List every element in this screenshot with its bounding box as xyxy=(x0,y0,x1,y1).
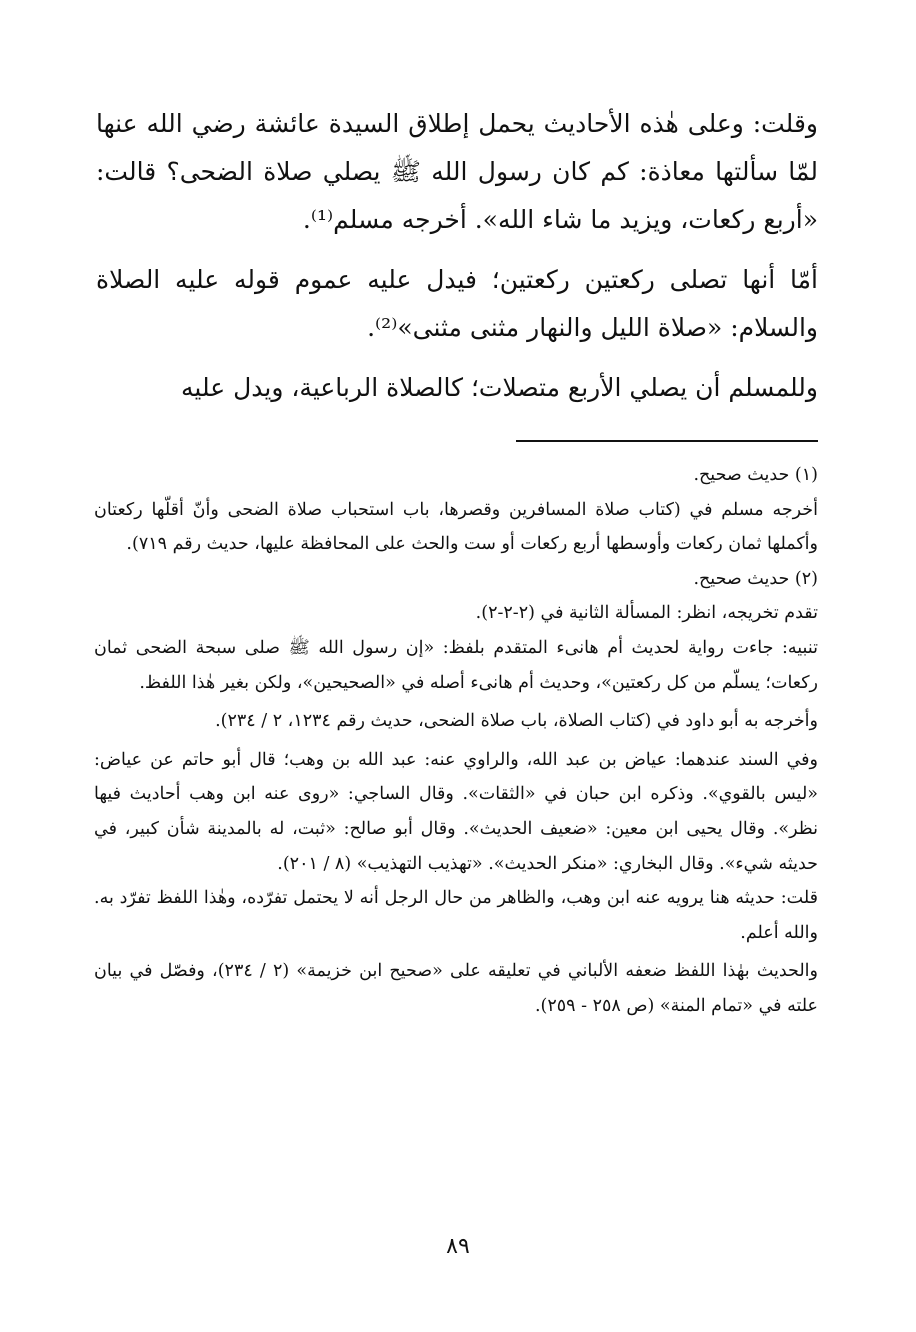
page-number: ٨٩ xyxy=(446,1234,470,1259)
footnote-2-body: تقدم تخريجه، انظر: المسألة الثانية في (٢-٢-٢). xyxy=(475,603,818,624)
main-text xyxy=(96,100,818,412)
footnote-1-header: (١) حديث صحيح. xyxy=(693,465,818,485)
note-abu-dawud: وأخرجه به أبو داود في (كتاب الصلاة، باب صلاة الضحى، حديث رقم ١٢٣٤، ٢ / ٢٣٤). xyxy=(215,711,818,732)
note-sanad: وفي السند عندهما: عياض بن عبد الله، والراوي عنه: عبد الله بن وهب؛ قال أبو حاتم عن عياض: «ليس بالقوي». وذكره ابن حبان في «الثقات». وقال الساجي: «روى عنه ابن وهب أحاديث فيها نظر». وقال يحيى ابن معين: «ضعيف الحديث». وقال أبو صالح: «ثبت، له بالمدينة شأن كبير، في حديثه شيء». وقال البخاري: «منكر الحديث». «تهذيب التهذيب» (٨ / ٢٠١). xyxy=(94,749,818,874)
main-paragraph-1: وقلت: وعلى هٰذه الأحاديث يحمل إطلاق السيدة عائشة رضي الله عنها لمّا سألتها معاذة: كم كان رسول الله ﷺ يصلي صلاة الضحى؟ قالت: «أربع ركعات، ويزيد ما شاء الله». أخرجه مسلم⁽¹⁾. xyxy=(96,109,818,234)
note-qult: قلت: حديثه هنا يرويه عنه ابن وهب، والظاهر من حال الرجل أنه لا يحتمل تفرّده، وهٰذا اللفظ تفرّد به. والله أعلم. xyxy=(94,888,818,943)
footnote-2-header: (٢) حديث صحيح. xyxy=(693,568,818,589)
main-paragraph-3: وللمسلم أن يصلي الأربع متصلات؛ كالصلاة الرباعية، ويدل عليه xyxy=(181,373,818,402)
main-paragraph-2: أمّا أنها تصلى ركعتين ركعتين؛ فيدل عليه عموم قوله عليه الصلاة والسلام: «صلاة الليل والنهار مثنى مثنى»⁽²⁾. xyxy=(96,265,818,342)
footnote-1-body: أخرجه مسلم في (كتاب صلاة المسافرين وقصرها، باب استحباب صلاة الضحى وأنّ أقلّها ركعتان وأكملها ثمان ركعات وأوسطها أربع ركعات أو ست والحث على المحافظة عليها، حديث رقم ٧١٩). xyxy=(94,499,818,555)
footnotes xyxy=(94,458,818,1024)
footnote-separator xyxy=(516,440,818,442)
note-tanbih: تنبيه: جاءت رواية لحديث أم هانىء المتقدم بلفظ: «إن رسول الله ﷺ صلى سبحة الضحى ثمان ركعات؛ يسلّم من كل ركعتين»، وحديث أم هانىء أصله في «الصحيحين»، ولكن بغير هٰذا اللفظ. xyxy=(94,637,818,693)
note-albani: والحديث بهٰذا اللفظ ضعفه الألباني في تعليقه على «صحيح ابن خزيمة» (٢ / ٢٣٤)، وفصّل في بيان علته في «تمام المنة» (ص ٢٥٨ - ٢٥٩). xyxy=(94,961,818,1016)
